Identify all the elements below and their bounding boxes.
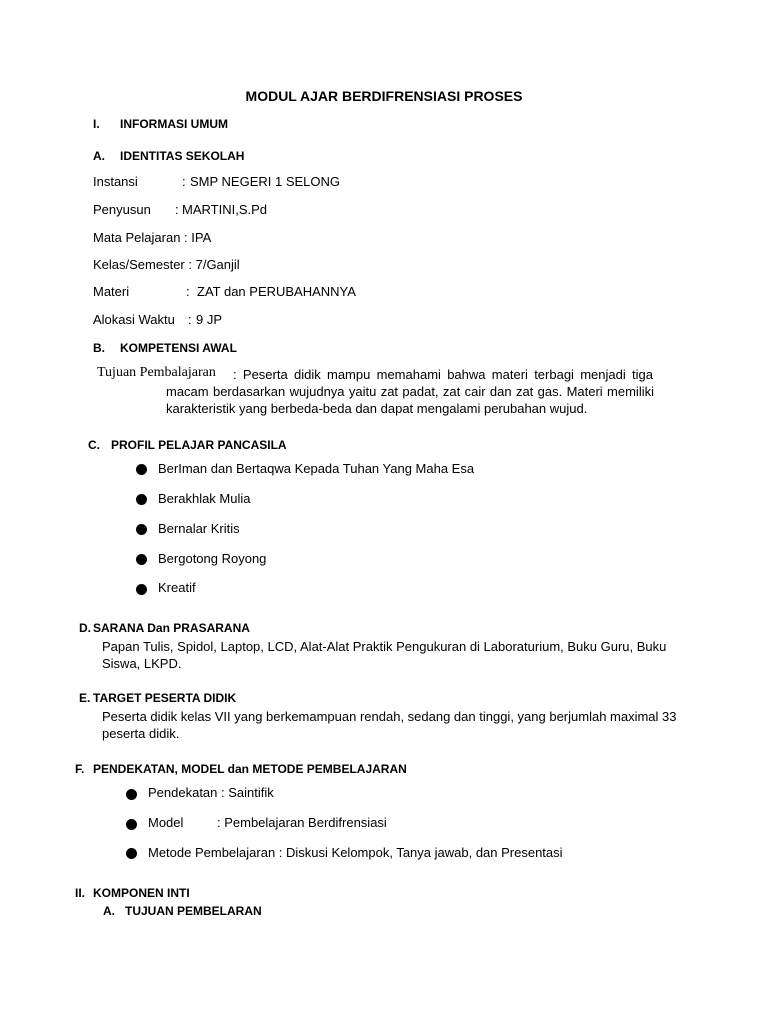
subsection-heading-target: TARGET PESERTA DIDIK bbox=[93, 691, 237, 705]
list-item: BerIman dan Bertaqwa Kepada Tuhan Yang Maha Esa bbox=[158, 461, 475, 476]
field-value-materi: ZAT dan PERUBAHANNYA bbox=[197, 284, 356, 299]
section-number: II. bbox=[75, 886, 86, 900]
list-item: Metode Pembelajaran : Diskusi Kelompok, Tanya jawab, dan Presentasi bbox=[148, 845, 563, 860]
list-item: Kreatif bbox=[158, 580, 196, 595]
kompetensi-lead: Tujuan Pembalajaran bbox=[97, 365, 216, 380]
field-sep: : bbox=[175, 202, 179, 217]
list-item: Bernalar Kritis bbox=[158, 521, 240, 536]
kompetensi-text-line2: macam berdasarkan wujudnya yaitu zat padat, zat cair dan zat gas. Materi memiliki bbox=[166, 384, 654, 399]
field-sep: : bbox=[188, 312, 192, 327]
page-title: MODUL AJAR BERDIFRENSIASI PROSES bbox=[245, 88, 523, 104]
bullet-icon bbox=[136, 464, 147, 475]
section-number: I. bbox=[93, 117, 100, 131]
field-sep: : bbox=[182, 174, 186, 189]
kompetensi-text-line1: : Peserta didik mampu memahami bahwa materi terbagi menjadi tiga bbox=[233, 367, 653, 382]
bullet-icon bbox=[126, 848, 137, 859]
subsection-heading-kompetensi: KOMPETENSI AWAL bbox=[120, 341, 237, 355]
subsection-heading-sarana: SARANA Dan PRASARANA bbox=[93, 621, 250, 635]
section-heading-informasi-umum: INFORMASI UMUM bbox=[120, 117, 228, 131]
field-value-alokasi-waktu: 9 JP bbox=[196, 312, 223, 327]
target-text-line2: peserta didik. bbox=[102, 726, 180, 741]
list-item: Bergotong Royong bbox=[158, 551, 267, 566]
subsection-heading-pendekatan: PENDEKATAN, MODEL dan METODE PEMBELAJARAN bbox=[93, 762, 407, 776]
list-item: Pendekatan : Saintifik bbox=[148, 785, 274, 800]
sarana-text-line2: Siswa, LKPD. bbox=[102, 656, 182, 671]
subsection-letter: C. bbox=[88, 438, 100, 452]
subsection-letter: F. bbox=[75, 762, 85, 776]
bullet-icon bbox=[126, 819, 137, 830]
subsection-heading-tujuan: TUJUAN PEMBELARAN bbox=[125, 904, 262, 918]
field-kelas-semester: Kelas/Semester : 7/Ganjil bbox=[93, 257, 240, 272]
subsection-letter: A. bbox=[103, 904, 115, 918]
list-item-label: Model bbox=[148, 815, 184, 830]
field-value-instansi: SMP NEGERI 1 SELONG bbox=[190, 174, 341, 189]
field-label-instansi: Instansi bbox=[93, 174, 138, 189]
bullet-icon bbox=[126, 789, 137, 800]
field-mata-pelajaran: Mata Pelajaran : IPA bbox=[93, 230, 212, 245]
bullet-icon bbox=[136, 584, 147, 595]
subsection-heading-identitas: IDENTITAS SEKOLAH bbox=[120, 149, 245, 163]
section-heading-komponen-inti: KOMPONEN INTI bbox=[93, 886, 190, 900]
sarana-text-line1: Papan Tulis, Spidol, Laptop, LCD, Alat-Alat Praktik Pengukuran di Laboraturium, Buku Guru, Buku bbox=[102, 639, 667, 654]
field-label-materi: Materi bbox=[93, 284, 130, 299]
bullet-icon bbox=[136, 494, 147, 505]
subsection-letter: E. bbox=[79, 691, 91, 705]
field-value-penyusun: MARTINI,S.Pd bbox=[182, 202, 268, 217]
kompetensi-text-line3: karakteristik yang berbeda-beda dan dapat mengalami perubahan wujud. bbox=[166, 401, 588, 416]
target-text-line1: Peserta didik kelas VII yang berkemampuan rendah, sedang dan tinggi, yang berjumlah maximal 33 bbox=[102, 709, 677, 724]
field-sep: : bbox=[186, 284, 190, 299]
bullet-icon bbox=[136, 554, 147, 565]
list-item-value: : Pembelajaran Berdifrensiasi bbox=[217, 815, 387, 830]
field-label-penyusun: Penyusun bbox=[93, 202, 151, 217]
list-item: Berakhlak Mulia bbox=[158, 491, 251, 506]
subsection-letter: A. bbox=[93, 149, 105, 163]
subsection-letter: D. bbox=[79, 621, 91, 635]
subsection-heading-profil: PROFIL PELAJAR PANCASILA bbox=[111, 438, 287, 452]
field-label-alokasi-waktu: Alokasi Waktu bbox=[93, 312, 175, 327]
bullet-icon bbox=[136, 524, 147, 535]
subsection-letter: B. bbox=[93, 341, 105, 355]
